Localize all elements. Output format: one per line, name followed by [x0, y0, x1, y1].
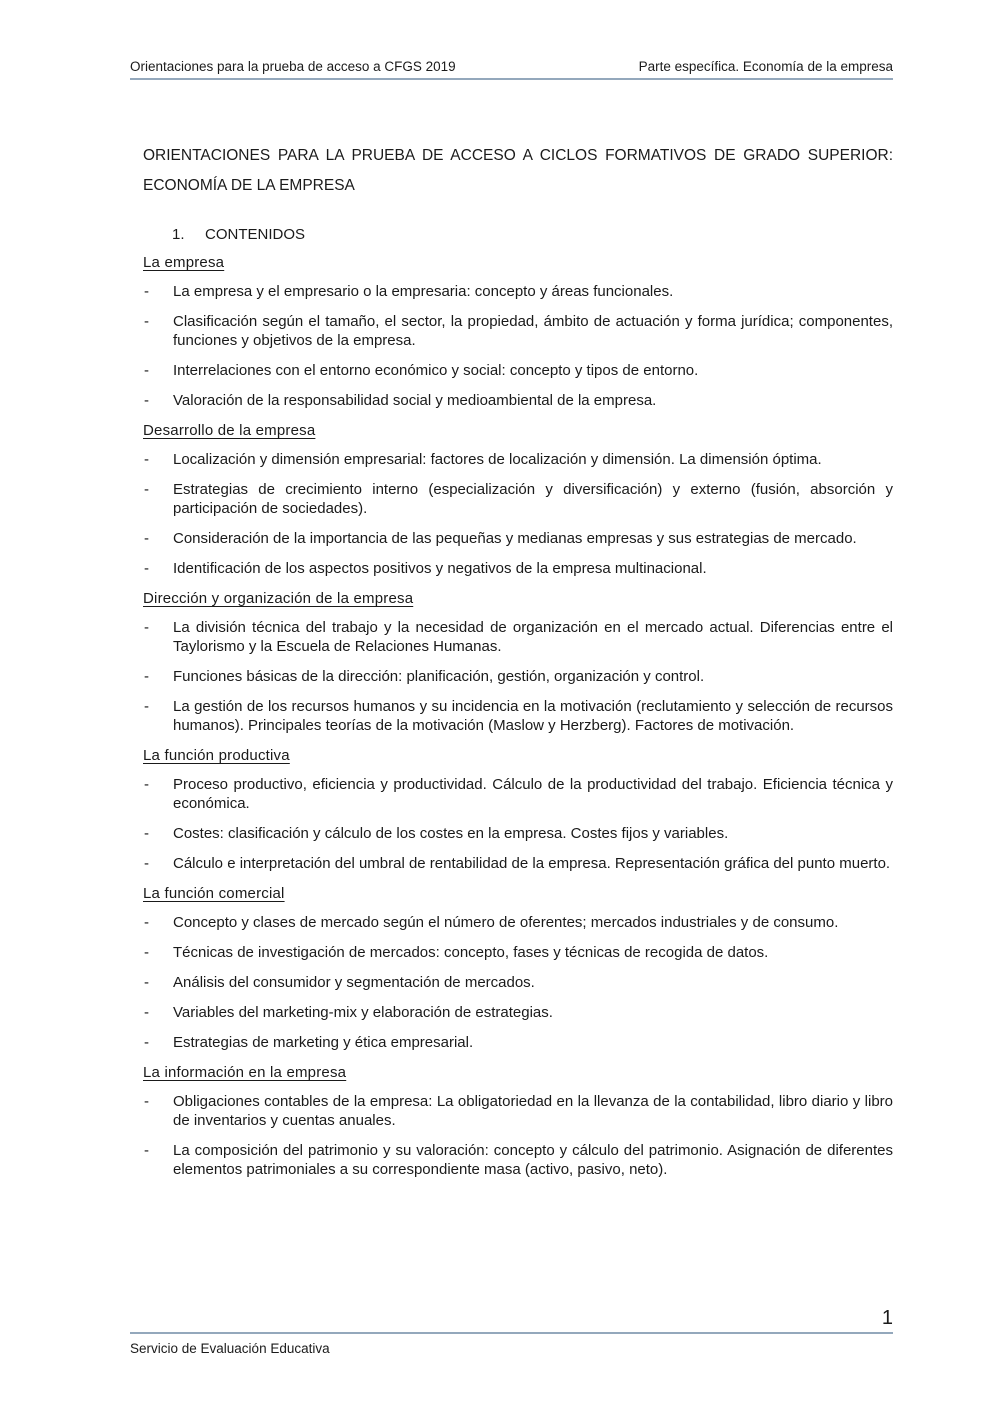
- bullet-item-text: Variables del marketing-mix y elaboración de estrategias.: [173, 1004, 553, 1021]
- bullet-item: [143, 480, 893, 518]
- bullet-item-text: La composición del patrimonio y su valoración: concepto y cálculo del patrimonio. Asignación de diferentes elementos patrimoniales a su correspondiente masa (activo, pasivo, neto).: [173, 1142, 893, 1178]
- bullet-item: [143, 1033, 893, 1052]
- bullet-item: [143, 697, 893, 735]
- footer-rule: [130, 1332, 893, 1334]
- bullet-dash-icon: -: [144, 619, 149, 636]
- page-number: 1: [881, 1307, 893, 1329]
- bullet-dash-icon: -: [144, 944, 149, 961]
- bullet-item: [143, 1141, 893, 1179]
- section-heading: La información en la empresa: [143, 1064, 347, 1081]
- bullet-dash-icon: -: [144, 974, 149, 991]
- bullet-item-text: Clasificación según el tamaño, el sector, la propiedad, ámbito de actuación y forma jurídica; componentes, funciones y objetivos de la empresa.: [173, 313, 893, 349]
- bullet-item-text: Obligaciones contables de la empresa: La obligatoriedad en la llevanza de la contabilidad, libro diario y libro de inventarios y cuentas anuales.: [173, 1093, 893, 1129]
- section-heading: La empresa: [143, 254, 225, 271]
- bullet-item-text: Identificación de los aspectos positivos y negativos de la empresa multinacional.: [173, 560, 707, 577]
- bullet-item-text: Consideración de la importancia de las pequeñas y medianas empresas y sus estrategias de mercado.: [173, 530, 857, 547]
- document-body: [143, 141, 893, 1190]
- bullet-dash-icon: -: [144, 481, 149, 498]
- contents-heading: [143, 225, 893, 244]
- section-direccion-y-organizacion: [143, 589, 893, 735]
- header-right-text: Parte específica. Economía de la empresa: [638, 59, 893, 74]
- footer-text: Servicio de Evaluación Educativa: [130, 1341, 330, 1356]
- bullet-item: [143, 775, 893, 813]
- bullet-item-text: Proceso productivo, eficiencia y productividad. Cálculo de la productividad del trabajo. Eficiencia técnica y económica.: [173, 776, 893, 812]
- bullet-item-text: Concepto y clases de mercado según el número de oferentes; mercados industriales y de consumo.: [173, 914, 839, 931]
- bullet-item: [143, 943, 893, 962]
- bullet-item-text: Valoración de la responsabilidad social y medioambiental de la empresa.: [173, 392, 657, 409]
- bullet-item-text: La gestión de los recursos humanos y su incidencia en la motivación (reclutamiento y selección de recursos humanos). Principales teorías de la motivación (Maslow y Herzberg). Factores de motivación.: [173, 698, 893, 734]
- bullet-item: [143, 913, 893, 932]
- bullet-item-text: La empresa y el empresario o la empresaria: concepto y áreas funcionales.: [173, 283, 674, 300]
- bullet-dash-icon: -: [144, 855, 149, 872]
- bullet-item-text: Localización y dimensión empresarial: factores de localización y dimensión. La dimensión óptima.: [173, 451, 822, 468]
- bullet-item: [143, 973, 893, 992]
- running-header: [130, 58, 893, 80]
- bullet-item: [143, 559, 893, 578]
- bullet-item: [143, 312, 893, 350]
- bullet-dash-icon: -: [144, 698, 149, 715]
- bullet-dash-icon: -: [144, 530, 149, 547]
- bullet-dash-icon: -: [144, 776, 149, 793]
- contents-label: CONTENIDOS: [205, 226, 306, 243]
- bullet-item: [143, 667, 893, 686]
- section-heading: La función productiva: [143, 747, 290, 764]
- bullet-dash-icon: -: [144, 1004, 149, 1021]
- bullet-item: [143, 1092, 893, 1130]
- section-la-informacion-en-la-empresa: [143, 1063, 893, 1179]
- bullet-item: [143, 854, 893, 873]
- bullet-item: [143, 361, 893, 380]
- section-la-empresa: [143, 253, 893, 410]
- bullet-item: [143, 450, 893, 469]
- bullet-item-text: Análisis del consumidor y segmentación de mercados.: [173, 974, 535, 991]
- bullet-item: [143, 618, 893, 656]
- bullet-item-text: Técnicas de investigación de mercados: concepto, fases y técnicas de recogida de datos.: [173, 944, 769, 961]
- bullet-item: [143, 529, 893, 548]
- bullet-dash-icon: -: [144, 313, 149, 330]
- bullet-dash-icon: -: [144, 1142, 149, 1159]
- section-la-funcion-comercial: [143, 884, 893, 1052]
- bullet-dash-icon: -: [144, 825, 149, 842]
- bullet-dash-icon: -: [144, 283, 149, 300]
- section-desarrollo-de-la-empresa: [143, 421, 893, 578]
- bullet-dash-icon: -: [144, 668, 149, 685]
- bullet-item-text: Estrategias de marketing y ética empresarial.: [173, 1034, 474, 1051]
- bullet-item-text: Costes: clasificación y cálculo de los costes en la empresa. Costes fijos y variables.: [173, 825, 729, 842]
- bullet-dash-icon: -: [144, 560, 149, 577]
- bullet-item: [143, 1003, 893, 1022]
- bullet-dash-icon: -: [144, 451, 149, 468]
- header-left-text: Orientaciones para la prueba de acceso a CFGS 2019: [130, 59, 456, 74]
- bullet-dash-icon: -: [144, 392, 149, 409]
- bullet-item-text: La división técnica del trabajo y la necesidad de organización en el mercado actual. Diferencias entre el Taylorismo y la Escuela de Relaciones Humanas.: [173, 619, 893, 655]
- bullet-dash-icon: -: [144, 1093, 149, 1110]
- bullet-dash-icon: -: [144, 362, 149, 379]
- bullet-item-text: Cálculo e interpretación del umbral de rentabilidad de la empresa. Representación gráfica del punto muerto.: [173, 855, 891, 872]
- bullet-item-text: Estrategias de crecimiento interno (especialización y diversificación) y externo (fusión, absorción y participación de sociedades).: [173, 481, 893, 517]
- bullet-item: [143, 282, 893, 301]
- section-heading: Dirección y organización de la empresa: [143, 590, 414, 607]
- document-title: ORIENTACIONES PARA LA PRUEBA DE ACCESO A CICLOS FORMATIVOS DE GRADO SUPERIOR: ECONOMÍA DE LA EMPRESA: [143, 147, 893, 194]
- section-heading: La función comercial: [143, 885, 285, 902]
- bullet-item: [143, 824, 893, 843]
- bullet-item-text: Funciones básicas de la dirección: planificación, gestión, organización y control.: [173, 668, 705, 685]
- bullet-item-text: Interrelaciones con el entorno económico y social: concepto y tipos de entorno.: [173, 362, 699, 379]
- bullet-dash-icon: -: [144, 914, 149, 931]
- bullet-dash-icon: -: [144, 1034, 149, 1051]
- contents-number: 1.: [172, 226, 185, 243]
- bullet-item: [143, 391, 893, 410]
- section-heading: Desarrollo de la empresa: [143, 422, 316, 439]
- section-la-funcion-productiva: [143, 746, 893, 873]
- running-footer: [130, 1306, 893, 1357]
